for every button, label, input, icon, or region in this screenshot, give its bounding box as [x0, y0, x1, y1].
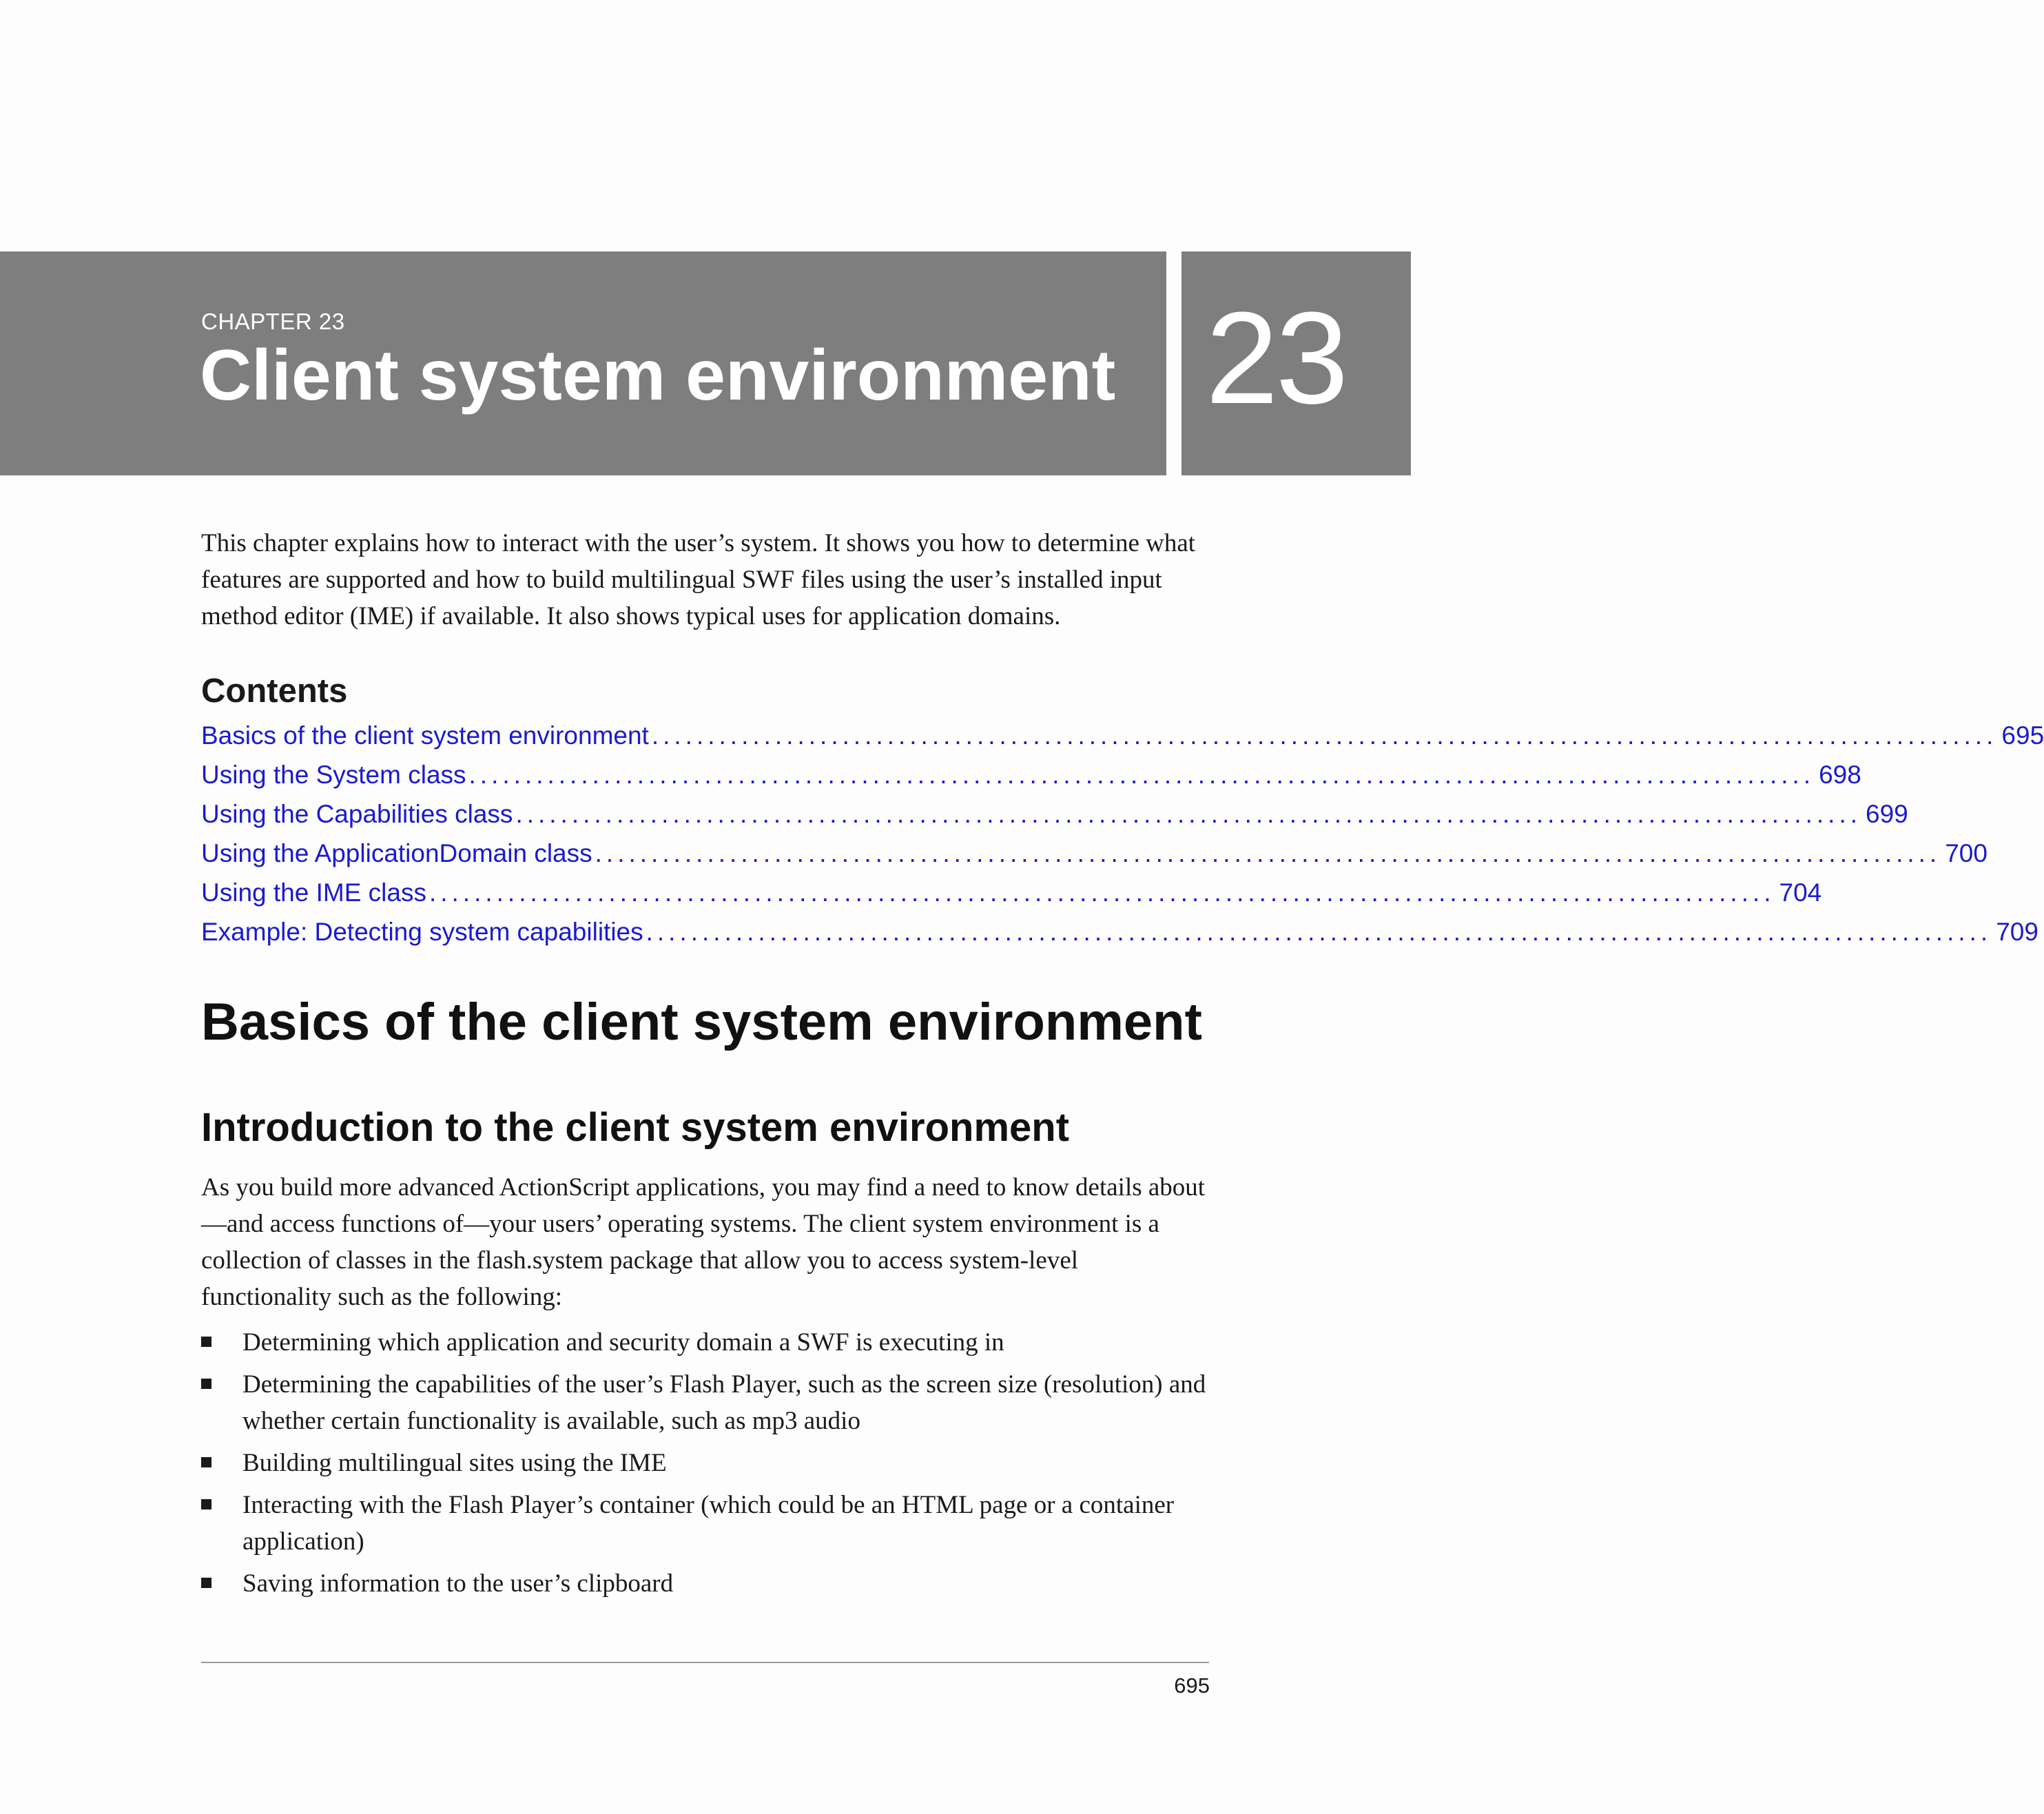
list-item-text: Interacting with the Flash Player’s container (which could be an HTML page or a container application): [242, 1491, 1175, 1556]
footer-divider: [201, 1662, 1209, 1663]
chapter-number: 23: [1206, 285, 1346, 431]
toc-page: 704: [1779, 878, 1822, 907]
toc-link-ime-class[interactable]: [201, 878, 1822, 918]
list-item: [201, 1324, 1214, 1361]
toc-label: Basics of the client system environment: [201, 721, 649, 750]
bullet-square-icon: [201, 1578, 211, 1588]
list-item: [201, 1487, 1214, 1560]
feature-list: [201, 1324, 1214, 1607]
toc-label: Example: Detecting system capabilities: [201, 918, 643, 946]
toc-page: 709: [1996, 918, 2038, 946]
intro-paragraph: This chapter explains how to interact with the user’s system. It shows you how to determine what features are supported and how to build multilingual SWF files using the user’s installed input method editor (IME) if available. It also shows typical uses for application domains.: [201, 529, 1196, 630]
list-item: [201, 1445, 1214, 1481]
page-number: 695: [1174, 1673, 1210, 1698]
body-paragraph: As you build more advanced ActionScript applications, you may find a need to know details about—and access functions of—your users’ operating systems. The client system environment is a collection of classes in the flash.system package that allow you to access system-level functionality such as the following:: [201, 1173, 1206, 1311]
bullet-square-icon: [201, 1379, 211, 1389]
chapter-label: CHAPTER 23: [201, 309, 345, 334]
bullet-square-icon: [201, 1457, 211, 1467]
toc-page: 699: [1866, 800, 1908, 828]
list-item-text: Building multilingual sites using the IME: [242, 1449, 667, 1477]
toc-link-applicationdomain-class[interactable]: [201, 839, 1988, 878]
list-item-text: Saving information to the user’s clipboard: [242, 1569, 674, 1598]
toc-leader: ........................................................................................................................: [468, 761, 1815, 789]
toc-page: 700: [1945, 839, 1988, 867]
section-heading: Basics of the client system environment: [201, 993, 1202, 1051]
toc-label: Using the ApplicationDomain class: [201, 839, 592, 867]
bullet-square-icon: [201, 1337, 211, 1347]
list-item-text: Determining which application and security domain a SWF is executing in: [242, 1328, 1004, 1357]
toc-link-system-class[interactable]: [201, 761, 1861, 800]
table-of-contents: [201, 721, 2044, 957]
toc-link-capabilities-class[interactable]: [201, 800, 1908, 839]
list-item-text: Determining the capabilities of the user’s Flash Player, such as the screen size (resolution) and whether certain functionality is available, such as mp3 audio: [242, 1370, 1206, 1435]
toc-link-example-detecting[interactable]: [201, 918, 2038, 957]
toc-link-basics[interactable]: [201, 721, 2044, 761]
toc-leader: ........................................................................................................................: [646, 918, 1992, 946]
toc-label: Using the Capabilities class: [201, 800, 513, 828]
list-item: [201, 1565, 1214, 1602]
toc-leader: ........................................................................................................................: [651, 721, 1998, 750]
chapter-title: Client system environment: [200, 336, 1116, 415]
toc-page: 695: [2001, 721, 2044, 750]
toc-leader: ........................................................................................................................: [595, 839, 1941, 867]
contents-heading: Contents: [201, 672, 348, 710]
toc-label: Using the IME class: [201, 878, 426, 907]
bullet-square-icon: [201, 1499, 211, 1509]
subsection-heading: Introduction to the client system environment: [201, 1105, 1070, 1150]
toc-leader: ........................................................................................................................: [429, 878, 1775, 907]
list-item: [201, 1366, 1214, 1439]
toc-page: 698: [1819, 761, 1861, 789]
toc-label: Using the System class: [201, 761, 466, 789]
toc-leader: ........................................................................................................................: [515, 800, 1862, 828]
